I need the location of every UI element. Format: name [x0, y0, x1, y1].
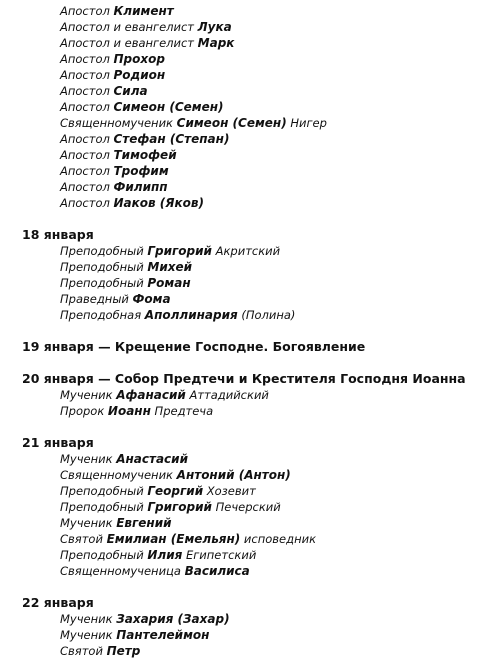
saint-entry	[0, 67, 479, 83]
saint-name: Михей	[147, 260, 193, 274]
saint-title: Апостол	[60, 164, 114, 178]
saint-entry	[0, 163, 479, 179]
saint-entry	[0, 467, 479, 483]
saint-title: Апостол	[60, 68, 114, 82]
saint-name: Роман	[147, 276, 191, 290]
saint-name: Стефан (Степан)	[113, 132, 230, 146]
saint-title: Священномученица	[60, 564, 185, 578]
saint-title: Святой	[60, 644, 107, 658]
saint-entry	[0, 483, 479, 499]
saint-epithet: Нигер	[286, 116, 327, 130]
saint-title: Апостол	[60, 132, 114, 146]
saint-entry	[0, 547, 479, 563]
saint-title: Преподобный	[60, 484, 148, 498]
saint-entry	[0, 19, 479, 35]
day-group	[0, 339, 479, 355]
saint-title: Апостол и евангелист	[60, 20, 198, 34]
saint-name: Лука	[197, 20, 232, 34]
saint-name: Климент	[113, 4, 174, 18]
saint-name: Анастасий	[116, 452, 188, 466]
saint-name: Симеон (Семен)	[176, 116, 287, 130]
saint-name: Фома	[132, 292, 171, 306]
day-group	[0, 227, 479, 323]
saint-name: Трофим	[113, 164, 169, 178]
saint-entry	[0, 387, 479, 403]
saint-title: Апостол	[60, 180, 114, 194]
saint-entry	[0, 3, 479, 19]
saint-entry	[0, 643, 479, 659]
saint-name: Антоний (Антон)	[176, 468, 291, 482]
date-heading: 22 января	[22, 595, 94, 610]
saint-name: Григорий	[147, 500, 212, 514]
saint-name: Илия	[147, 548, 183, 562]
saint-name: Родион	[113, 68, 166, 82]
day-group	[0, 595, 479, 659]
saint-epithet: Акритский	[211, 244, 281, 258]
saint-entry	[0, 259, 479, 275]
saint-name: Емилиан (Емельян)	[106, 532, 241, 546]
saint-title: Мученик	[60, 388, 117, 402]
saint-name: Тимофей	[113, 148, 177, 162]
saint-name: Филипп	[113, 180, 168, 194]
saint-entry	[0, 179, 479, 195]
saint-epithet: Египетский	[182, 548, 257, 562]
saint-entry	[0, 531, 479, 547]
saint-name: Петр	[106, 644, 141, 658]
date-heading: 20 января — Собор Предтечи и Крестителя Господня Иоанна	[22, 371, 466, 386]
saint-name: Симеон (Семен)	[113, 100, 224, 114]
saint-epithet: Аттадийский	[185, 388, 269, 402]
saint-entry	[0, 627, 479, 643]
saint-name: Афанасий	[116, 388, 186, 402]
saint-title: Мученик	[60, 516, 117, 530]
saint-name: Иаков (Яков)	[113, 196, 204, 210]
saint-entry	[0, 275, 479, 291]
saint-name: Захария (Захар)	[116, 612, 230, 626]
saint-title: Апостол	[60, 100, 114, 114]
date-heading: 19 января — Крещение Господне. Богоявление	[22, 339, 366, 354]
saint-name: Пантелеймон	[116, 628, 210, 642]
saint-name: Василиса	[184, 564, 250, 578]
saint-title: Преподобный	[60, 276, 148, 290]
saint-name: Евгений	[116, 516, 172, 530]
saint-title: Апостол	[60, 52, 114, 66]
saint-entry	[0, 99, 479, 115]
saint-title: Мученик	[60, 452, 117, 466]
saint-name: Сила	[113, 84, 148, 98]
saint-epithet: Печерский	[211, 500, 281, 514]
day-group	[0, 371, 479, 419]
saint-title: Апостол	[60, 4, 114, 18]
saint-title: Священномученик	[60, 468, 177, 482]
saint-entry	[0, 35, 479, 51]
saint-title: Преподобный	[60, 260, 148, 274]
saint-title: Преподобный	[60, 500, 148, 514]
saint-title: Преподобная	[60, 308, 145, 322]
saint-entry	[0, 291, 479, 307]
saint-entry	[0, 147, 479, 163]
saint-title: Апостол	[60, 84, 114, 98]
saint-entry	[0, 451, 479, 467]
saint-entry	[0, 499, 479, 515]
saint-entry	[0, 83, 479, 99]
saint-entry	[0, 307, 479, 323]
saint-name: Георгий	[147, 484, 204, 498]
saint-title: Мученик	[60, 628, 117, 642]
saint-title: Преподобный	[60, 244, 148, 258]
date-heading: 21 января	[22, 435, 94, 450]
saint-epithet: Хозевит	[203, 484, 256, 498]
saint-entry	[0, 611, 479, 627]
saint-entry	[0, 515, 479, 531]
saint-name: Марк	[197, 36, 235, 50]
saint-epithet: Предтеча	[150, 404, 214, 418]
saint-entry	[0, 195, 479, 211]
saint-title: Священномученик	[60, 116, 177, 130]
date-heading: 18 января	[22, 227, 94, 242]
saint-title: Апостол	[60, 148, 114, 162]
saint-entry	[0, 563, 479, 579]
day-group	[0, 3, 479, 211]
saint-name: Григорий	[147, 244, 212, 258]
saint-title: Пророк	[60, 404, 108, 418]
saint-entry	[0, 403, 479, 419]
saint-epithet: исповедник	[240, 532, 317, 546]
saint-title: Преподобный	[60, 548, 148, 562]
saint-entry	[0, 243, 479, 259]
day-group	[0, 435, 479, 579]
saint-title: Праведный	[60, 292, 133, 306]
saint-title: Апостол и евангелист	[60, 36, 198, 50]
saint-title: Апостол	[60, 196, 114, 210]
saint-name: Иоанн	[107, 404, 151, 418]
saint-entry	[0, 51, 479, 67]
saint-name: Аполлинария	[144, 308, 238, 322]
saint-name: Прохор	[113, 52, 165, 66]
saint-title: Святой	[60, 532, 107, 546]
saint-title: Мученик	[60, 612, 117, 626]
saint-epithet: (Полина)	[237, 308, 296, 322]
saint-entry	[0, 131, 479, 147]
saint-entry	[0, 115, 479, 131]
